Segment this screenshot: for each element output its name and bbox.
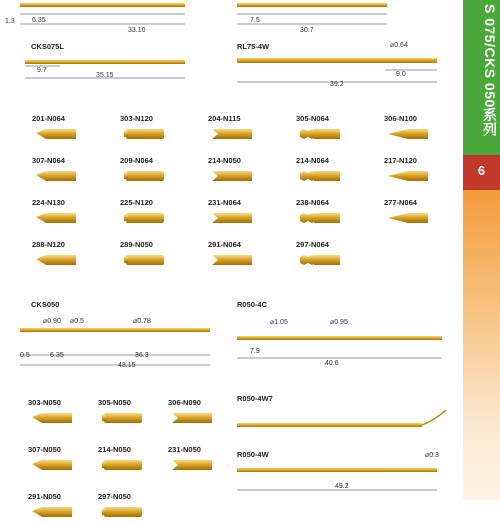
tip-label: 201-N064 (32, 114, 65, 123)
tip-label: 306-N100 (384, 114, 417, 123)
tip-label: 224-N130 (32, 198, 65, 207)
series-title: S 075/CKS 050系列 (482, 4, 498, 137)
r050-4w-title: R050-4W (237, 450, 269, 459)
rl75-probe (237, 58, 437, 63)
probe-tip-image (212, 127, 254, 145)
sidebar-gradient (463, 190, 500, 500)
tip-label: 289-N050 (120, 240, 153, 249)
tip-label: 214-N064 (296, 156, 329, 165)
top-probe-right (237, 3, 387, 7)
probe-tip-image (300, 127, 342, 145)
tip-label: 214-N050 (208, 156, 241, 165)
probe-tip-image (388, 127, 430, 145)
tip-label: 291-N050 (28, 492, 61, 501)
top-dim-1: 1.3 (5, 18, 15, 25)
cks050-dia3: ⌀0.78 (133, 318, 151, 325)
probe-tip-image (102, 411, 144, 429)
r050-4w7-probe (237, 423, 422, 427)
tip-label: 307-N064 (32, 156, 65, 165)
tip-label: 204-N115 (208, 114, 241, 123)
probe-tip-image (124, 169, 166, 187)
page-number: 6 (477, 163, 486, 178)
tip-label: 277-N064 (384, 198, 417, 207)
probe-tip-image (124, 127, 166, 145)
probe-tip-image (172, 411, 214, 429)
tip-label: 305-N050 (98, 398, 131, 407)
cks050-dia1: ⌀0.90 (43, 318, 61, 325)
probe-tip-image (388, 169, 430, 187)
top-probe-left (20, 3, 185, 7)
tip-label: 209-N064 (120, 156, 153, 165)
probe-tip-image (32, 411, 74, 429)
top-dim-4: 7.5 (250, 17, 260, 24)
cks050-d3: 43.15 (118, 362, 136, 369)
probe-tip-image (300, 211, 342, 229)
tip-label: 217-N120 (384, 156, 417, 165)
probe-tip-image (36, 127, 78, 145)
tip-label: 303-N050 (28, 398, 61, 407)
tip-label: 214-N050 (98, 445, 131, 454)
r050-4c-title: R050-4C (237, 300, 268, 309)
probe-tip-image (300, 169, 342, 187)
cks050-d2: 36.3 (135, 352, 149, 359)
cks050-dia2: ⌀0.5 (70, 318, 84, 325)
cks075l-dim-b: 35.15 (96, 72, 114, 79)
cks050-title: CKS050 (31, 300, 60, 309)
tip-label: 303-N120 (120, 114, 153, 123)
top-dim-5: 30.7 (300, 27, 314, 34)
probe-tip-image (388, 211, 430, 229)
r050-4w-dia: ⌀0.3 (425, 452, 439, 459)
cks050-d1: 6.35 (50, 352, 64, 359)
probe-tip-image (102, 505, 144, 523)
r050-4c-probe (237, 336, 442, 340)
tip-label: 306-N090 (168, 398, 201, 407)
tip-label: 297-N064 (296, 240, 329, 249)
probe-tip-image (102, 458, 144, 476)
cks075l-probe (25, 60, 185, 64)
r050-4c-d1: 7.9 (250, 348, 260, 355)
rl75-title: RL75-4W (237, 42, 270, 51)
r050-4w-dim: 49.2 (335, 483, 349, 490)
tip-label: 238-N064 (296, 198, 329, 207)
tip-label: 231-N050 (168, 445, 201, 454)
probe-tip-image (36, 253, 78, 271)
cks075l-title: CKS075L (31, 42, 64, 51)
r050-4w7-title: R050-4W7 (237, 394, 273, 403)
probe-tip-image (32, 458, 74, 476)
tip-label: 231-N064 (208, 198, 241, 207)
cks050-probe (20, 328, 210, 332)
probe-tip-image (36, 211, 78, 229)
probe-tip-image (212, 253, 254, 271)
probe-tip-image (36, 169, 78, 187)
probe-tip-image (124, 211, 166, 229)
probe-tip-image (32, 505, 74, 523)
probe-tip-image (212, 211, 254, 229)
rl75-dia: ⌀0.64 (390, 42, 408, 49)
r050-4w-probe (237, 468, 437, 472)
cks050-d0: 0.5 (20, 352, 30, 359)
rl75-dim-a: 39.2 (330, 81, 344, 88)
tip-label: 307-N050 (28, 445, 61, 454)
tip-label: 291-N064 (208, 240, 241, 249)
top-dim-3: 33.10 (128, 27, 146, 34)
cks075l-dim-a: 9.7 (37, 67, 47, 74)
top-dim-2: 6.35 (32, 17, 46, 24)
rl75-dim-b: 9.0 (396, 71, 406, 78)
probe-tip-image (212, 169, 254, 187)
r050-4c-dia1: ⌀1.05 (270, 319, 288, 326)
r050-4c-d2: 40.6 (325, 360, 339, 367)
tip-label: 305-N064 (296, 114, 329, 123)
r050-4c-dia2: ⌀0.95 (330, 319, 348, 326)
probe-tip-image (300, 253, 342, 271)
probe-tip-image (172, 458, 214, 476)
tip-label: 297-N050 (98, 492, 131, 501)
tip-label: 288-N120 (32, 240, 65, 249)
tip-label: 225-N120 (120, 198, 153, 207)
probe-tip-image (124, 253, 166, 271)
